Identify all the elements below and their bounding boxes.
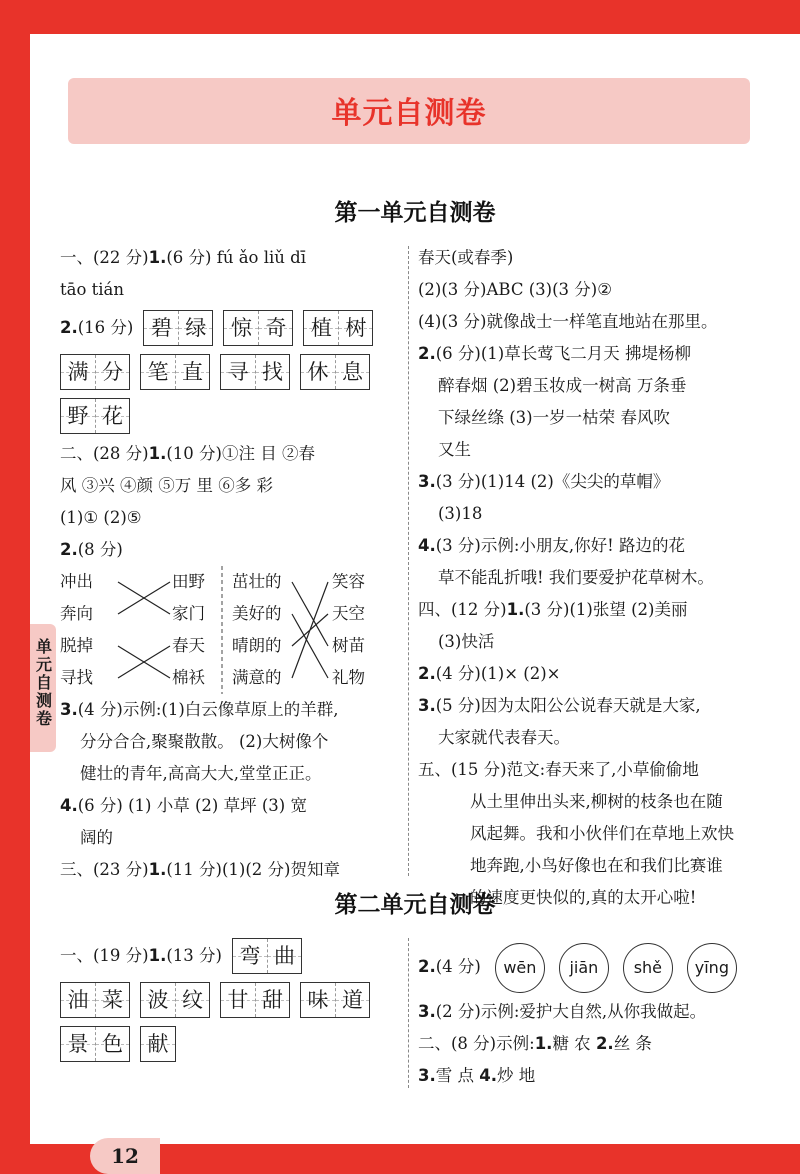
- answer-line: 风 ③兴 ④颜 ⑤万 里 ⑥多 彩: [60, 476, 273, 495]
- match-word: 春天: [172, 636, 205, 655]
- match-word: 礼物: [332, 668, 365, 687]
- pinyin-circle: shě: [623, 943, 673, 993]
- unit1-title: 第一单元自测卷: [334, 200, 496, 226]
- word-box: 献: [140, 1026, 176, 1062]
- word-box: 惊 奇: [223, 310, 293, 346]
- pinyin-circle: wēn: [495, 943, 545, 993]
- answer-line: 又生: [438, 440, 471, 459]
- match-word: 棉袄: [172, 668, 205, 687]
- word-box: 笔 直: [140, 354, 210, 390]
- match-word: 天空: [332, 604, 365, 623]
- word-box: 弯 曲: [232, 938, 302, 974]
- column-divider: [408, 938, 409, 1088]
- matching-exercise: [60, 566, 390, 694]
- match-word: 美好的: [232, 604, 282, 623]
- answer-line: 草不能乱折哦! 我们要爱护花草树木。: [438, 568, 714, 587]
- answer-line: (4)(3 分)就像战士一样笔直地站在那里。: [418, 312, 718, 331]
- match-word: 奔向: [60, 604, 93, 623]
- answer-line: 的速度更快似的,真的太开心啦!: [470, 888, 697, 907]
- unit2-right-column: [418, 938, 788, 1092]
- unit1-right-column: [418, 242, 788, 914]
- answer-line: 春天(或春季): [418, 248, 514, 267]
- match-word: 茁壮的: [232, 572, 282, 591]
- match-word: 寻找: [60, 668, 93, 687]
- banner: [68, 78, 750, 144]
- word-box: 甘 甜: [220, 982, 290, 1018]
- page-number: 12: [90, 1138, 160, 1174]
- match-word: 满意的: [232, 668, 282, 687]
- answer-line: 四、(12 分)1.(3 分)(1)张望 (2)美丽: [418, 600, 688, 619]
- match-word: 树苗: [332, 636, 365, 655]
- unit1-left-column: [60, 242, 400, 886]
- answer-line: (3)快活: [438, 632, 495, 651]
- answer-line: (1)① (2)⑤: [60, 508, 142, 527]
- answer-line: 4.(3 分)示例:小朋友,你好! 路边的花: [418, 536, 686, 555]
- page: [30, 34, 800, 1168]
- side-tab-label: 单元自测卷: [33, 638, 53, 728]
- answer-line: 2.(4 分) wēn jiān shě yīng: [418, 938, 788, 996]
- match-word: 晴朗的: [232, 636, 282, 655]
- answer-line: 阔的: [80, 828, 113, 847]
- answer-line: 二、(8 分)示例:1.糖 农 2.丝 条: [418, 1034, 652, 1053]
- side-tab: [30, 624, 56, 752]
- answer-line: (2)(3 分)ABC (3)(3 分)②: [418, 280, 612, 299]
- answer-line: 3.(4 分)示例:(1)白云像草原上的羊群,: [60, 700, 339, 719]
- answer-line: (3)18: [438, 504, 483, 523]
- answer-line: 三、(23 分)1.(11 分)(1)(2 分)贺知章: [60, 860, 340, 879]
- match-word: 笑容: [332, 572, 365, 591]
- word-grid-row: 一、(19 分)1.(13 分) 弯 曲: [60, 938, 400, 974]
- word-grid-row: [60, 398, 400, 434]
- unit2-title: 第二单元自测卷: [334, 892, 496, 918]
- unit2-left-column: [60, 938, 400, 1066]
- answer-line: 3.(5 分)因为太阳公公说春天就是大家,: [418, 696, 701, 715]
- word-box: 油 菜: [60, 982, 130, 1018]
- match-word: 冲出: [60, 572, 93, 591]
- answer-line: 3.(3 分)(1)14 (2)《尖尖的草帽》: [418, 472, 670, 491]
- word-box: 景 色: [60, 1026, 130, 1062]
- answer-line: 一、(22 分)1.(6 分) fú ǎo liǔ dī: [60, 248, 306, 267]
- word-box: 味 道: [300, 982, 370, 1018]
- answer-line: 健壮的青年,高高大大,堂堂正正。: [80, 764, 322, 783]
- answer-line: 二、(28 分)1.(10 分)①注 目 ②春: [60, 444, 315, 463]
- word-grid-row: [60, 1026, 400, 1062]
- answer-line: 分分合合,聚聚散散。 (2)大树像个: [80, 732, 329, 751]
- answer-line: 风起舞。我和小伙伴们在草地上欢快: [470, 824, 734, 843]
- answer-line: 醉春烟 (2)碧玉妆成一树高 万条垂: [438, 376, 687, 395]
- answer-line: 下绿丝绦 (3)一岁一枯荣 春风吹: [438, 408, 670, 427]
- banner-title: 单元自测卷: [331, 96, 487, 131]
- answer-line: 2.(6 分)(1)草长莺飞二月天 拂堤杨柳: [418, 344, 691, 363]
- answer-line: 3.雪 点 4.炒 地: [418, 1066, 536, 1085]
- match-word: 家门: [172, 604, 205, 623]
- answer-line: 五、(15 分)范文:春天来了,小草偷偷地: [418, 760, 699, 779]
- word-box: 植 树: [303, 310, 373, 346]
- word-grid-row: 2.(16 分) 碧 绿 惊 奇 植 树: [60, 310, 400, 346]
- pinyin-circle: jiān: [559, 943, 609, 993]
- word-box: 野 花: [60, 398, 130, 434]
- answer-line: 2.(4 分)(1)× (2)×: [418, 664, 561, 683]
- answer-line: 2.(8 分): [60, 540, 123, 559]
- answer-line: tāo tián: [60, 280, 125, 299]
- word-grid-row: [60, 982, 400, 1018]
- answer-line: 4.(6 分) (1) 小草 (2) 草坪 (3) 宽: [60, 796, 307, 815]
- answer-line: 从土里伸出头来,柳树的枝条也在随: [470, 792, 723, 811]
- pinyin-circle: yīng: [687, 943, 737, 993]
- match-word: 田野: [172, 572, 205, 591]
- word-box: 碧 绿: [143, 310, 213, 346]
- word-box: 满 分: [60, 354, 130, 390]
- match-word: 脱掉: [60, 636, 93, 655]
- answer-line: 大家就代表春天。: [438, 728, 570, 747]
- answer-line: 地奔跑,小鸟好像也在和我们比赛谁: [470, 856, 723, 875]
- answer-line: 3.(2 分)示例:爱护大自然,从你我做起。: [418, 1002, 707, 1021]
- column-divider: [408, 246, 409, 876]
- word-box: 波 纹: [140, 982, 210, 1018]
- word-box: 休 息: [300, 354, 370, 390]
- word-box: 寻 找: [220, 354, 290, 390]
- word-grid-row: [60, 354, 400, 390]
